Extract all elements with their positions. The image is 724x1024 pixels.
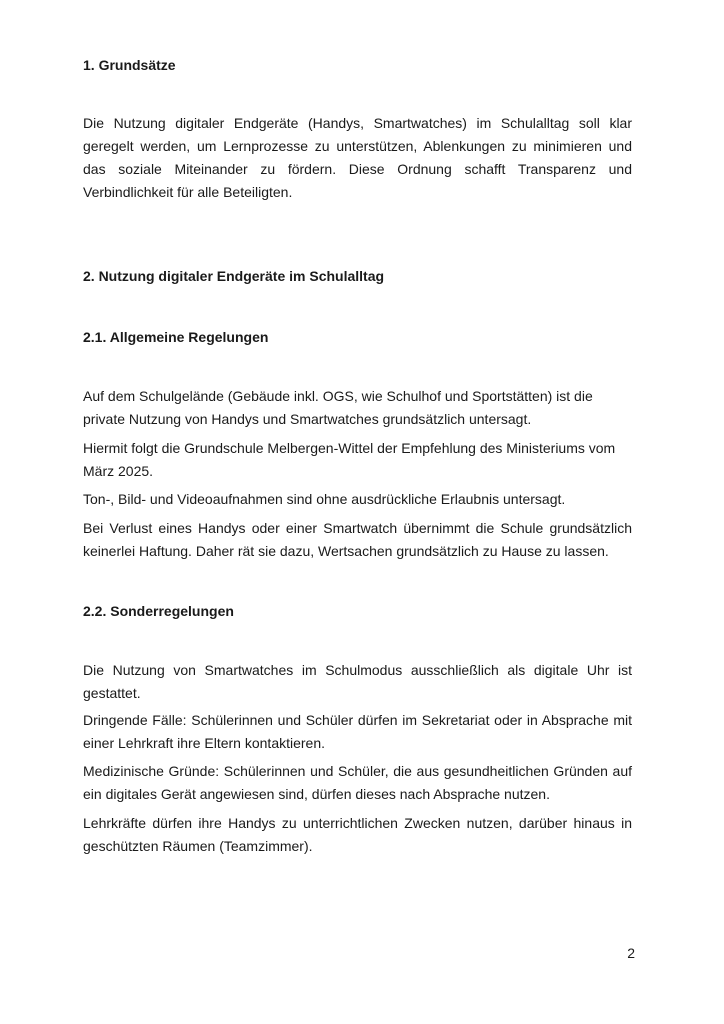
section-1-heading: 1. Grundsätze <box>83 57 176 73</box>
section-2-2-paragraph-1: Die Nutzung von Smartwatches im Schulmodus ausschließlich als digitale Uhr ist gestattet. <box>83 662 632 701</box>
section-2-heading: 2. Nutzung digitaler Endgeräte im Schulalltag <box>83 268 385 284</box>
section-2-2-heading: 2.2. Sonderregelungen <box>83 603 234 619</box>
section-2-2-paragraph-3: Medizinische Gründe: Schülerinnen und Schüler, die aus gesundheitlichen Gründen auf ein digitales Gerät angewiesen sind, dürfen dieses nach Absprache nutzen. <box>83 763 632 802</box>
section-2-2-paragraph-4: Lehrkräfte dürfen ihre Handys zu unterrichtlichen Zwecken nutzen, darüber hinaus in geschützten Räumen (Teamzimmer). <box>83 815 632 854</box>
section-1-paragraph: Die Nutzung digitaler Endgeräte (Handys, Smartwatches) im Schulalltag soll klar geregelt werden, um Lernprozesse zu unterstützen, Ablenkungen zu minimieren und das soziale Miteinander zu fördern. Diese Ordnung schafft Transparenz und Verbindlichkeit für alle Beteiligten. <box>83 115 632 200</box>
section-2-1-heading: 2.1. Allgemeine Regelungen <box>83 329 269 345</box>
page-number: 2 <box>627 945 635 961</box>
section-2-1-paragraph-2: Hiermit folgt die Grundschule Melbergen-Wittel der Empfehlung des Ministeriums vom März 2025. <box>83 440 616 479</box>
section-2-1-paragraph-1: Auf dem Schulgelände (Gebäude inkl. OGS, wie Schulhof und Sportstätten) ist die private Nutzung von Handys und Smartwatches grundsätzlich untersagt. <box>83 388 593 427</box>
section-2-2-paragraph-2: Dringende Fälle: Schülerinnen und Schüler dürfen im Sekretariat oder in Absprache mit einer Lehrkraft ihre Eltern kontaktieren. <box>83 712 632 751</box>
section-2-1-paragraph-3: Ton-, Bild- und Videoaufnahmen sind ohne ausdrückliche Erlaubnis untersagt. <box>83 491 566 507</box>
section-2-1-paragraph-4: Bei Verlust eines Handys oder einer Smartwatch übernimmt die Schule grundsätzlich keinerlei Haftung. Daher rät sie dazu, Wertsachen grundsätzlich zu Hause zu lassen. <box>83 520 632 559</box>
